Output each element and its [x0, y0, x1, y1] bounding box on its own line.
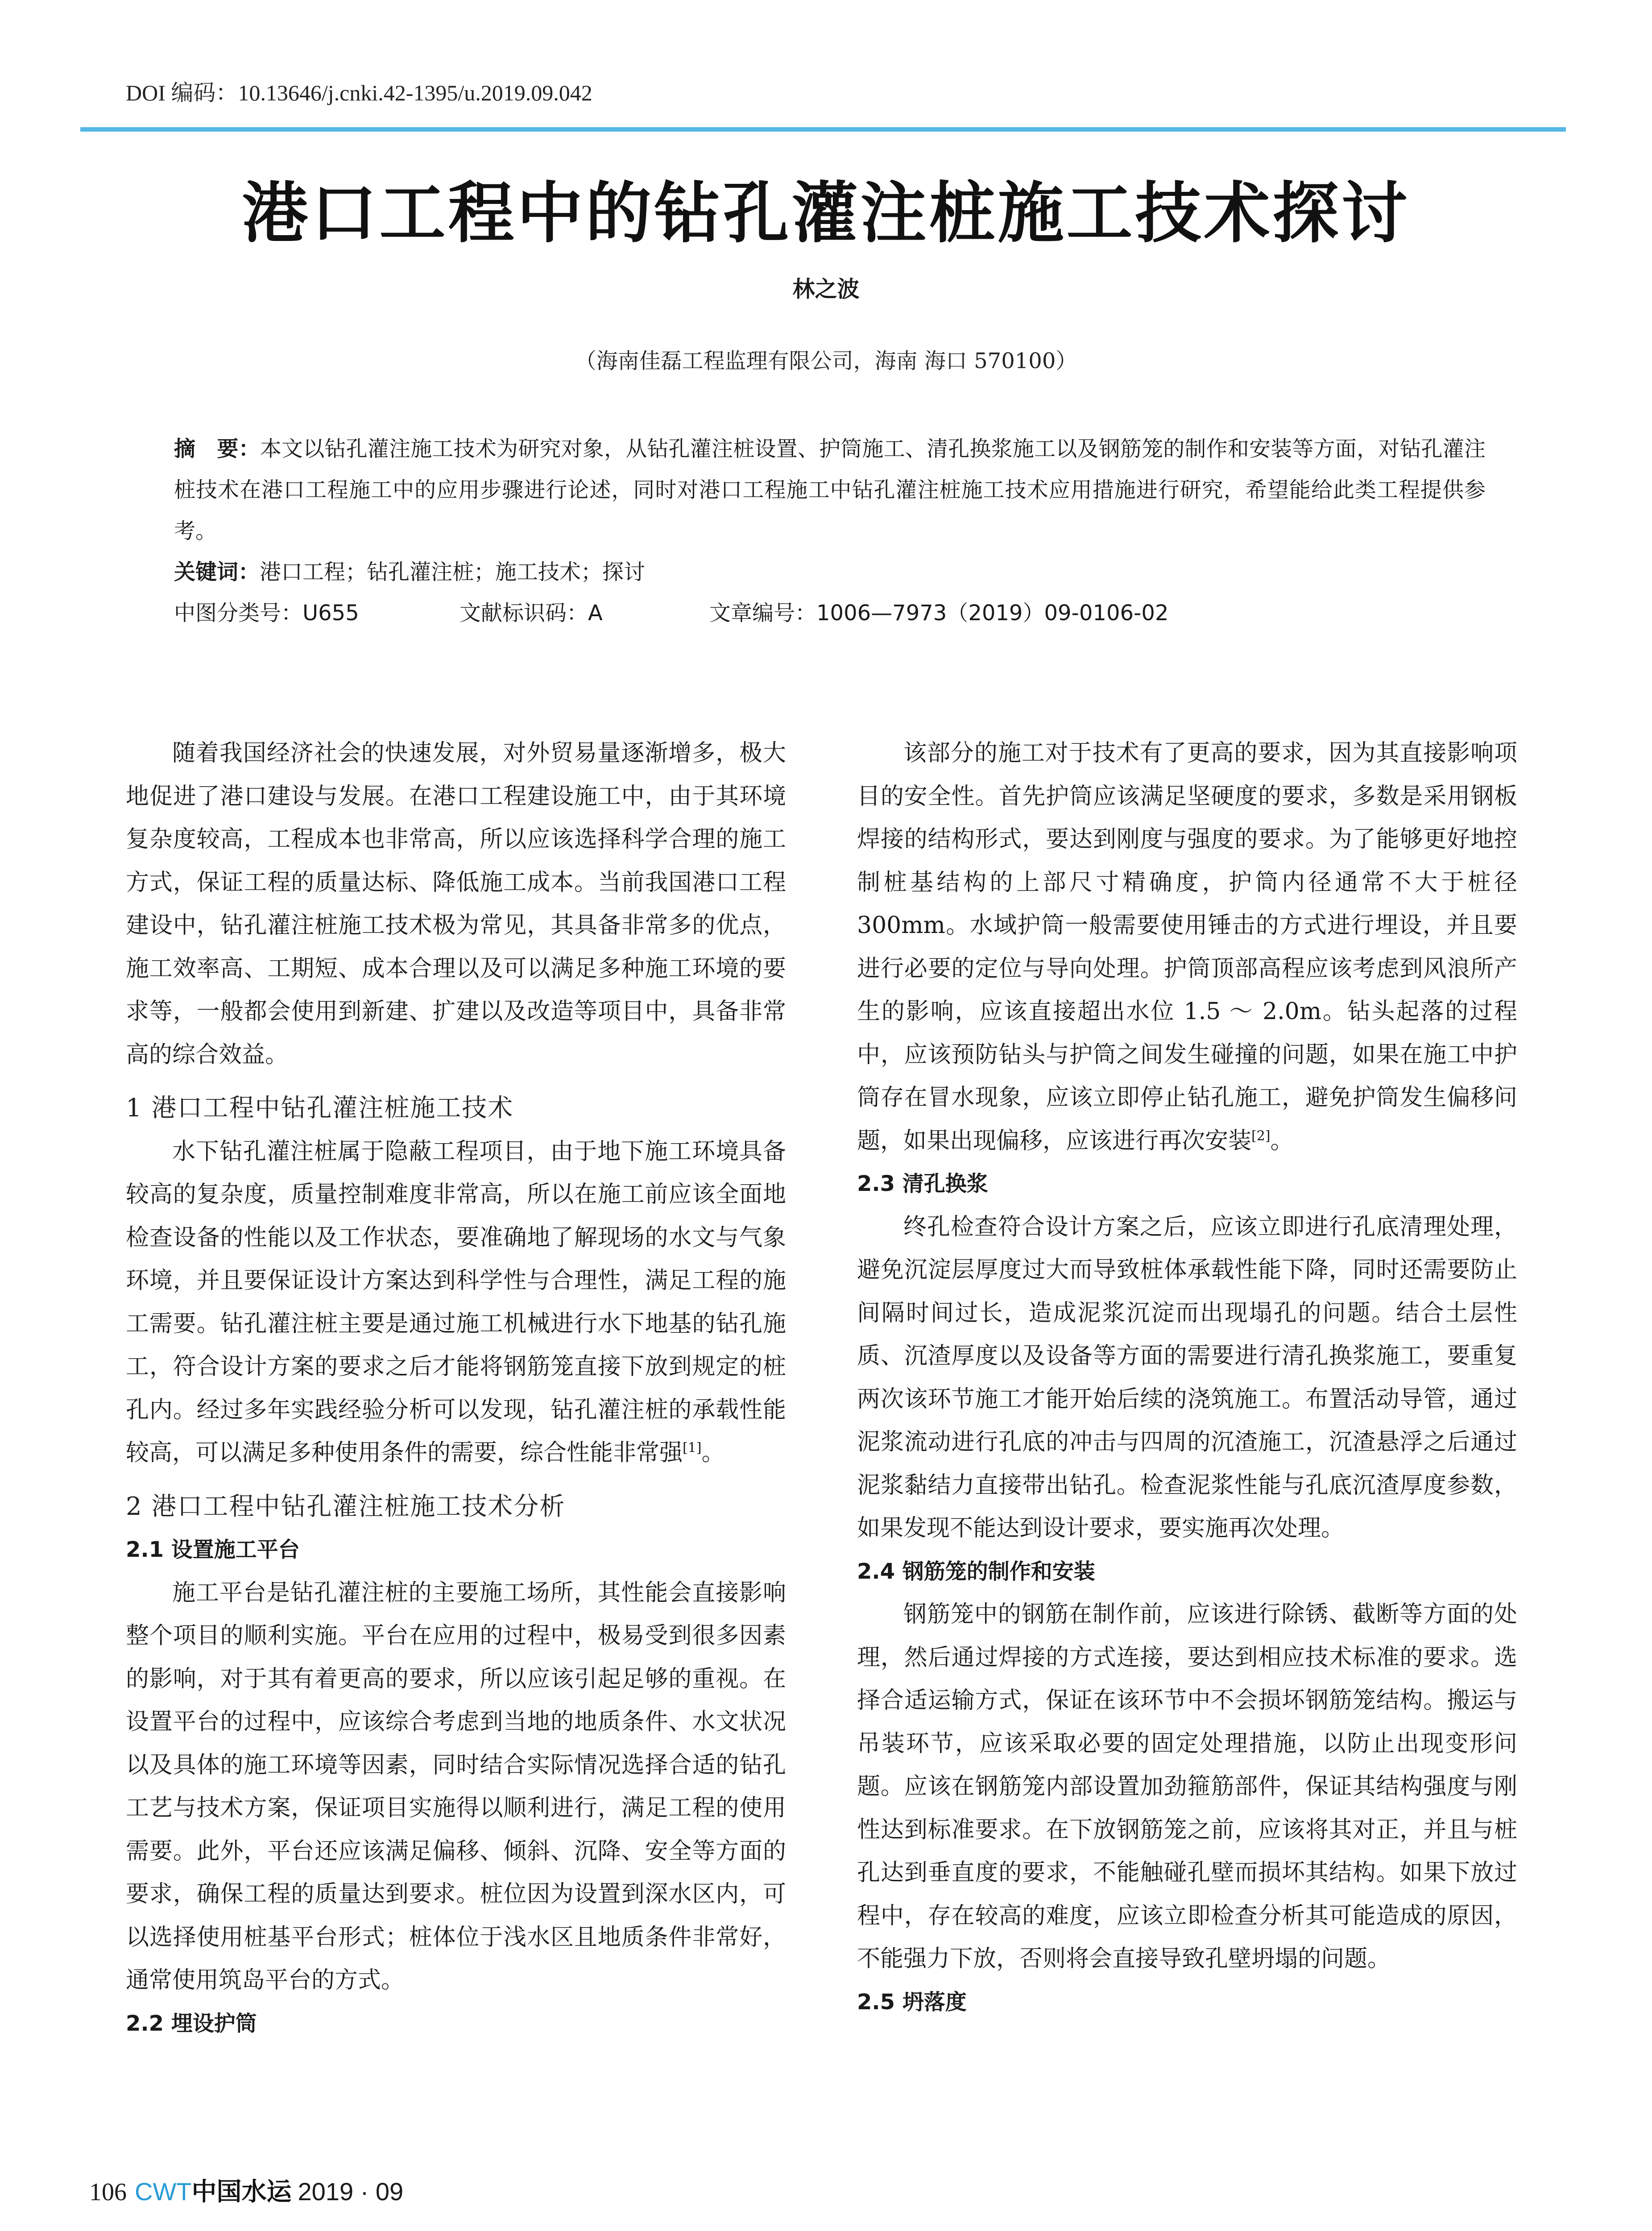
page-footer — [89, 2172, 403, 2208]
article-number: 文章编号：1006—7973（2019）09-0106-02 — [709, 601, 1169, 626]
doi-line: DOI 编码：10.13646/j.cnki.42-1395/u.2019.09.042 — [126, 80, 592, 105]
journal-logo-cwt: CWT — [135, 2177, 192, 2206]
section-1-end: 。 — [701, 1439, 725, 1466]
right-column — [857, 732, 1517, 2024]
section-2-3-paragraph: 终孔检查符合设计方案之后，应该立即进行孔底清理处理，避免沉淀层厚度过大而导致桩体承载性能下降，同时还需要防止间隔时间过长，造成泥浆沉淀而出现塌孔的问题。结合土层性质、沉渣厚度以及设备等方面的需要进行清孔换浆施工，要重复两次该环节施工才能开始后续的浇筑施工。布置活动导管，通过泥浆流动进行孔底的冲击与四周的沉渣施工，沉渣悬浮之后通过泥浆黏结力直接带出钻孔。检查泥浆性能与孔底沉渣厚度参数，如果发现不能达到设计要求，要实施再次处理。 — [857, 1213, 1517, 1542]
section-2-3-heading: 2.3 清孔换浆 — [857, 1171, 988, 1196]
left-column — [126, 732, 786, 2045]
document-code: 文献标识码：A — [460, 601, 603, 626]
intro-paragraph: 随着我国经济社会的快速发展，对外贸易量逐渐增多，极大地促进了港口建设与发展。在港口工程建设施工中，由于其环境复杂度较高，工程成本也非常高，所以应该选择科学合理的施工方式，保证工程的质量达标、降低施工成本。当前我国港口工程建设中，钻孔灌注桩施工技术极为常见，其具备非常多的优点，施工效率高、工期短、成本合理以及可以满足多种施工环境的要求等，一般都会使用到新建、扩建以及改造等项目中，具备非常高的综合效益。 — [126, 740, 786, 1068]
abstract — [174, 428, 1486, 552]
abstract-text: 本文以钻孔灌注施工技术为研究对象，从钻孔灌注桩设置、护筒施工、清孔换浆施工以及钢筋笼的制作和安装等方面，对钻孔灌注桩技术在港口工程施工中的应用步骤进行论述，同时对港口工程施工中钻孔灌注桩施工技术应用措施进行研究，希望能给此类工程提供参考。 — [174, 436, 1486, 543]
section-2-1-paragraph: 施工平台是钻孔灌注桩的主要施工场所，其性能会直接影响整个项目的顺利实施。平台在应用的过程中，极易受到很多因素的影响，对于其有着更高的要求，所以应该引起足够的重视。在设置平台的过程中，应该综合考虑到当地的地质条件、水文状况以及具体的施工环境等因素，同时结合实际情况选择合适的钻孔工艺与技术方案，保证项目实施得以顺利进行，满足工程的使用需要。此外，平台还应该满足偏移、倾斜、沉降、安全等方面的要求，确保工程的质量达到要求。桩位因为设置到深水区内，可以选择使用桩基平台形式；桩体位于浅水区且地质条件非常好，通常使用筑岛平台的方式。 — [126, 1579, 786, 1994]
header-rule — [80, 127, 1566, 132]
paper-title: 港口工程中的钻孔灌注桩施工技术探讨 — [242, 174, 1410, 252]
keywords-text: 港口工程；钻孔灌注桩；施工技术；探讨 — [260, 560, 646, 585]
section-2-4-paragraph: 钢筋笼中的钢筋在制作前，应该进行除锈、截断等方面的处理，然后通过焊接的方式连接，要达到相应技术标准的要求。选择合适运输方式，保证在该环节中不会损坏钢筋笼结构。搬运与吊装环节，应该采取必要的固定处理措施，以防止出现变形问题。应该在钢筋笼内部设置加劲箍筋部件，保证其结构强度与刚性达到标准要求。在下放钢筋笼之前，应该将其对正，并且与桩孔达到垂直度的要求，不能触碰孔壁而损坏其结构。如果下放过程中，存在较高的难度，应该立即检查分析其可能造成的原因，不能强力下放，否则将会直接导致孔壁坍塌的问题。 — [857, 1601, 1517, 1972]
citation-2: [2] — [1251, 1128, 1271, 1144]
section-1-text: 水下钻孔灌注桩属于隐蔽工程项目，由于地下施工环境具备较高的复杂度，质量控制难度非常高，所以在施工前应该全面地检查设备的性能以及工作状态，要准确地了解现场的水文与气象环境，并且要保证设计方案达到科学性与合理性，满足工程的施工需要。钻孔灌注桩主要是通过施工机械进行水下地基的钻孔施工，符合设计方案的要求之后才能将钢筋笼直接下放到规定的桩孔内。经过多年实践经验分析可以发现，钻孔灌注桩的承载性能较高，可以满足多种使用条件的需要，综合性能非常强 — [126, 1138, 786, 1466]
keywords-label: 关键词： — [174, 560, 260, 585]
section-2-4-heading: 2.4 钢筋笼的制作和安装 — [857, 1559, 1095, 1584]
section-2-heading: 2 港口工程中钻孔灌注桩施工技术分析 — [126, 1492, 566, 1521]
page-number: 106 — [89, 2178, 127, 2206]
section-1-heading: 1 港口工程中钻孔灌注桩施工技术 — [126, 1094, 514, 1123]
section-2-2-end: 。 — [1270, 1127, 1294, 1154]
section-2-1-heading: 2.1 设置施工平台 — [126, 1537, 300, 1562]
section-2-2-heading: 2.2 埋设护筒 — [126, 2011, 257, 2036]
journal-name: 中国水运 — [191, 2177, 292, 2206]
section-2-5-heading: 2.5 坍落度 — [857, 1989, 967, 2015]
section-2-2-paragraph — [857, 732, 1517, 1162]
author-affiliation: （海南佳磊工程监理有限公司，海南 海口 570100） — [575, 348, 1077, 373]
journal-issue: 2019 · 09 — [298, 2177, 404, 2206]
author-name: 林之波 — [792, 276, 860, 302]
keywords — [174, 552, 1486, 593]
abstract-label: 摘 要： — [174, 436, 260, 461]
section-1-paragraph — [126, 1130, 786, 1475]
citation-1: [1] — [683, 1440, 702, 1456]
section-2-2-text: 该部分的施工对于技术有了更高的要求，因为其直接影响项目的安全性。首先护筒应该满足坚硬度的要求，多数是采用钢板焊接的结构形式，要达到刚度与强度的要求。为了能够更好地控制桩基结构的上部尺寸精确度，护筒内径通常不大于桩径 300mm。水域护筒一般需要使用锤击的方式进行埋设，并且要进行必要的定位与导向处理。护筒顶部高程应该考虑到风浪所产生的影响，应该直接超出水位 1.5 ～ 2.0m。钻头起落的过程中，应该预防钻头与护筒之间发生碰撞的问题，如果在施工中护筒存在冒水现象，应该立即停止钻孔施工，避免护筒发生偏移问题，如果出现偏移，应该进行再次安装 — [857, 740, 1517, 1154]
clc-number: 中图分类号：U655 — [174, 601, 359, 626]
classification-line — [174, 593, 1486, 634]
